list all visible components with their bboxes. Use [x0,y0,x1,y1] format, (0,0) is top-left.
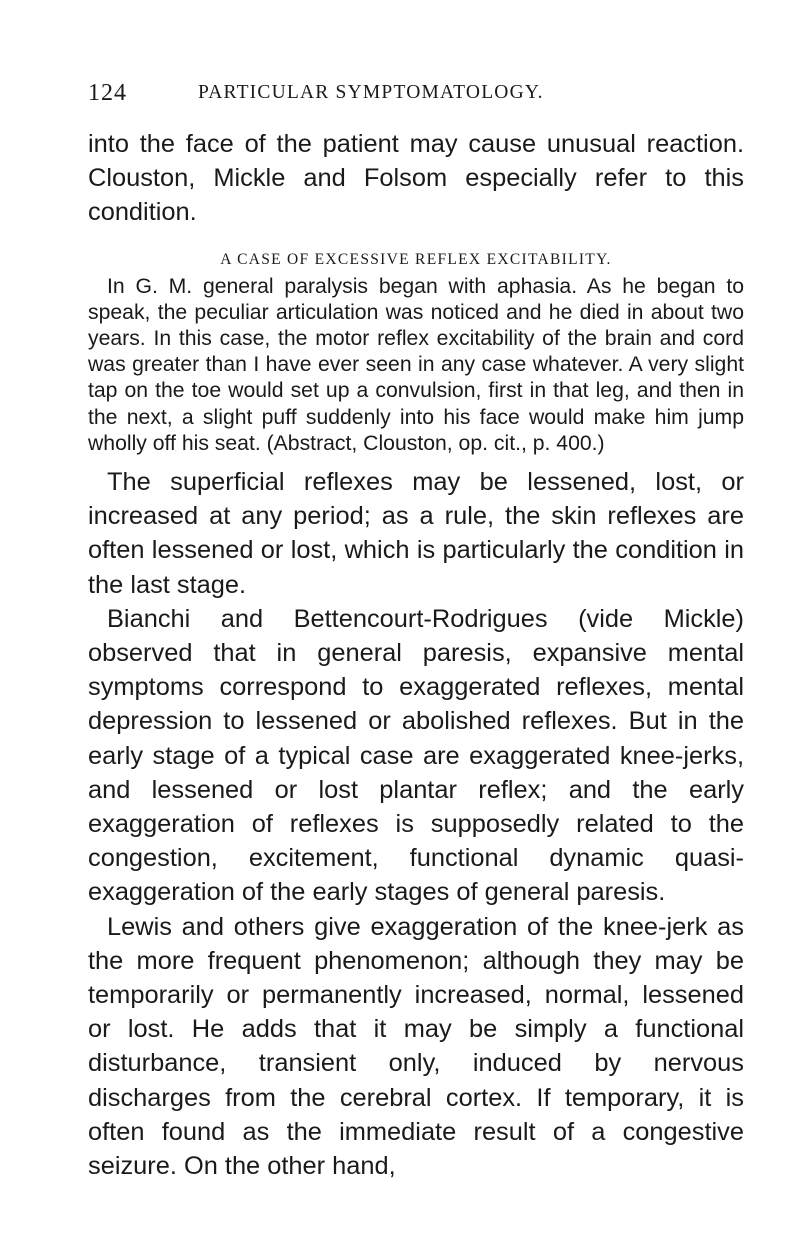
body-text [88,127,744,1183]
page-header [88,80,728,110]
paragraph-bianchi: Bianchi and Bettencourt-Rodrigues (vide Mickle) observed that in general paresis, expansive mental symptoms correspond to exaggerated reflexes, mental depression to lessened or abolished reflexes. But in the early stage of a typical case are exaggerated knee-jerks, and lessened or lost plantar reflex; and the early exaggeration of reflexes is supposedly related to the congestion, excitement, functional dynamic quasi-exaggeration of the early stages of general paresis. [88,604,744,907]
section-heading: A CASE OF EXCESSIVE REFLEX EXCITABILITY. [220,250,612,268]
paragraph-continuation: into the face of the patient may cause unusual reaction. Clouston, Mickle and Folsom especially refer to this condition. [88,130,744,227]
paragraph-lewis: Lewis and others give exaggeration of the knee-jerk as the more frequent phenomenon; although they may be temporarily or permanently increased, normal, lessened or lost. He adds that it may be simply a functional disturbance, transient only, induced by nervous discharges from the cerebral cortex. If temporary, it is often found as the immediate result of a congestive seizure. On the other hand, [88,912,744,1181]
running-head: PARTICULAR SYMPTOMATOLOGY. [198,82,544,103]
case-paragraph: In G. M. general paralysis began with aphasia. As he began to speak, the peculiar articulation was noticed and he died in about two years. In this case, the motor reflex excitability of the brain and cord was greater than I have ever seen in any case whatever. A very slight tap on the toe would set up a convulsion, first in that leg, and then in the next, a slight puff suddenly into his face would make him jump wholly off his seat. (Abstract, Clouston, op. cit., p. 400.) [88,274,744,455]
paragraph-superficial-reflexes: The superficial reflexes may be lessened, lost, or increased at any period; as a rule, the skin reflexes are often lessened or lost, which is particularly the condition in the last stage. [88,468,744,599]
page-number: 124 [88,80,127,106]
